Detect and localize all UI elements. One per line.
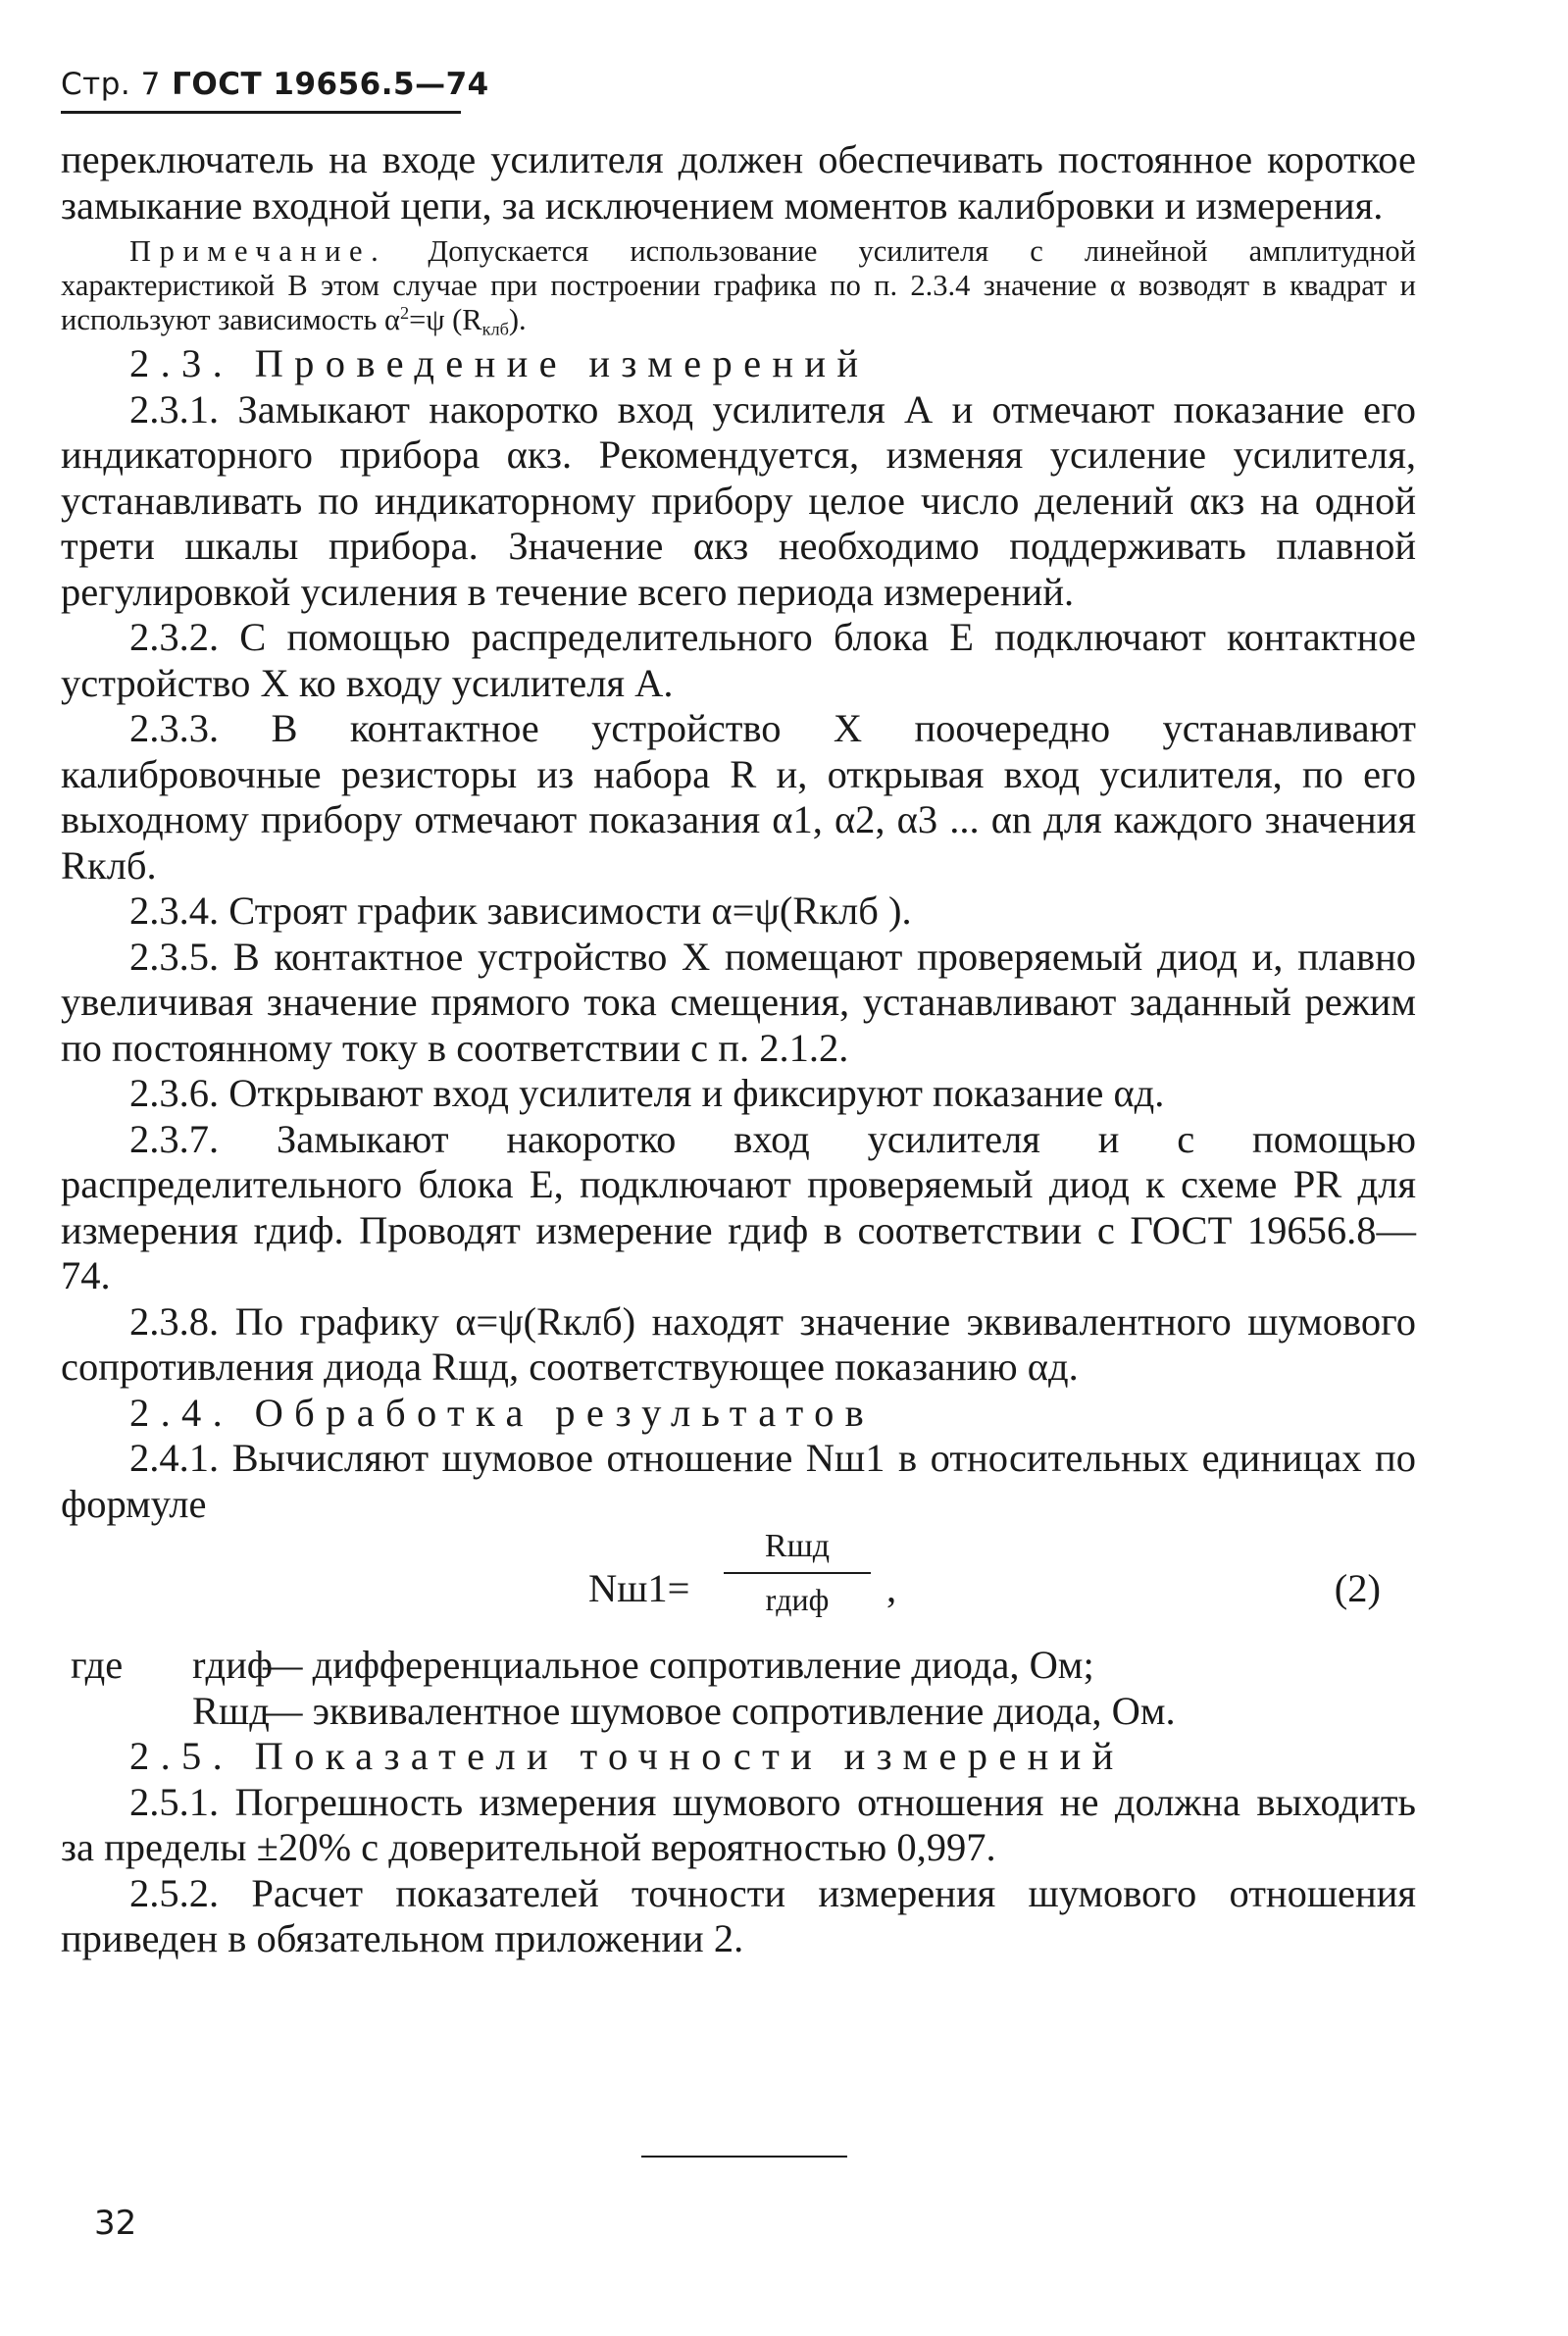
formula-number: (2) <box>1334 1566 1381 1610</box>
formula-lhs: Nш1= <box>588 1566 690 1610</box>
where-symbol: Rшд <box>192 1688 270 1733</box>
intro-paragraph: переключатель на входе усилителя должен обеспечивать постоянное короткое замыкание входной цепи, за исключением моментов калибровки и измерения. <box>61 137 1416 228</box>
page-number: 32 <box>94 2204 137 2243</box>
header-standard: ГОСТ 19656.5—74 <box>172 67 489 102</box>
note-text-before: Допускается использование усилителя с линейной амплитудной характеристикой В этом случае при построении графика по п. 2.3.4 значение α возводят в квадрат и используют зависимость α <box>61 234 1416 336</box>
formula-numerator: Rшд <box>764 1528 831 1564</box>
note-paragraph <box>61 234 1416 337</box>
where-line-1 <box>61 1643 1416 1689</box>
running-header <box>61 67 489 102</box>
paragraph-2-4-1: 2.4.1. Вычисляют шумовое отношение Nш1 в относительных единицах по формуле <box>61 1436 1416 1526</box>
where-symbol: rдиф <box>192 1643 274 1687</box>
section-title-2-5: 2.5. Показатели точности измерений <box>129 1734 1125 1778</box>
formula-comma: , <box>886 1566 897 1610</box>
where-description: — эквивалентное шумовое сопротивление диода, Ом. <box>263 1688 1176 1733</box>
paragraph-2-3-4: 2.3.4. Строят график зависимости α=ψ(Rклб ). <box>129 889 912 933</box>
where-line-2 <box>61 1689 1416 1735</box>
where-description: — дифференциальное сопротивление диода, Ом; <box>263 1643 1094 1687</box>
paragraph-2-3-7: 2.3.7. Замыкают накоротко вход усилителя и с помощью распределительного блока Е, подключают проверяемый диод к схеме PR для измерения rдиф. Проводят измерение rдиф в соответствии с ГОСТ 19656.8—74. <box>61 1116 1416 1297</box>
note-sub: клб <box>481 319 509 339</box>
paragraph-2-5-2: 2.5.2. Расчет показателей точности измерения шумового отношения приведен в обязательном приложении 2. <box>61 1870 1416 1960</box>
end-rule <box>641 2156 847 2158</box>
note-sup: 2 <box>400 303 410 324</box>
note-label: Примечание. <box>129 234 387 268</box>
formula-denominator: rдиф <box>765 1582 830 1617</box>
header-page-label: Стр. 7 <box>61 67 161 102</box>
paragraph-2-3-5: 2.3.5. В контактное устройство Х помещают проверяемый диод и, плавно увеличивая значение прямого тока смещения, устанавливают заданный режим по постоянному току в соответствии с п. 2.1.2. <box>61 934 1416 1070</box>
page-body <box>61 137 1416 1962</box>
paragraph-2-3-3: 2.3.3. В контактное устройство Х поочередно устанавливают калибровочные резисторы из набора R и, открывая вход усилителя, по его выходному прибору отмечают показания α1, α2, α3 ... αn для каждого значения Rклб. <box>61 706 1416 888</box>
where-word: где <box>71 1643 124 1687</box>
paragraph-2-3-6: 2.3.6. Открывают вход усилителя и фиксируют показание αд. <box>129 1071 1165 1115</box>
note-text-after: =ψ (R <box>409 303 482 336</box>
paragraph-2-3-8: 2.3.8. По графику α=ψ(Rклб) находят значение эквивалентного шумового сопротивления диода Rшд, соответствующее показанию αд. <box>61 1298 1416 1389</box>
section-title-2-4: 2.4. Обработка результатов <box>129 1390 876 1435</box>
paragraph-2-3-2: 2.3.2. С помощью распределительного блока Е подключают контактное устройство Х ко входу усилителя А. <box>61 615 1416 705</box>
note-close: ). <box>508 303 527 336</box>
fraction-bar <box>724 1572 871 1574</box>
formula-2 <box>61 1527 1416 1643</box>
header-rule <box>61 111 461 114</box>
formula-fraction <box>724 1527 871 1617</box>
paragraph-2-5-1: 2.5.1. Погрешность измерения шумового отношения не должна выходить за пределы ±20% с доверительной вероятностью 0,997. <box>61 1779 1416 1869</box>
paragraph-2-3-1: 2.3.1. Замыкают накоротко вход усилителя А и отмечают показание его индикаторного прибора αкз. Рекомендуется, изменяя усиление усилителя, устанавливать по индикаторному прибору целое число делений αкз на одной трети шкалы прибора. Значение αкз необходимо поддерживать плавной регулировкой усиления в течение всего периода измерений. <box>61 386 1416 614</box>
section-title-2-3: 2.3. Проведение измерений <box>129 341 870 385</box>
